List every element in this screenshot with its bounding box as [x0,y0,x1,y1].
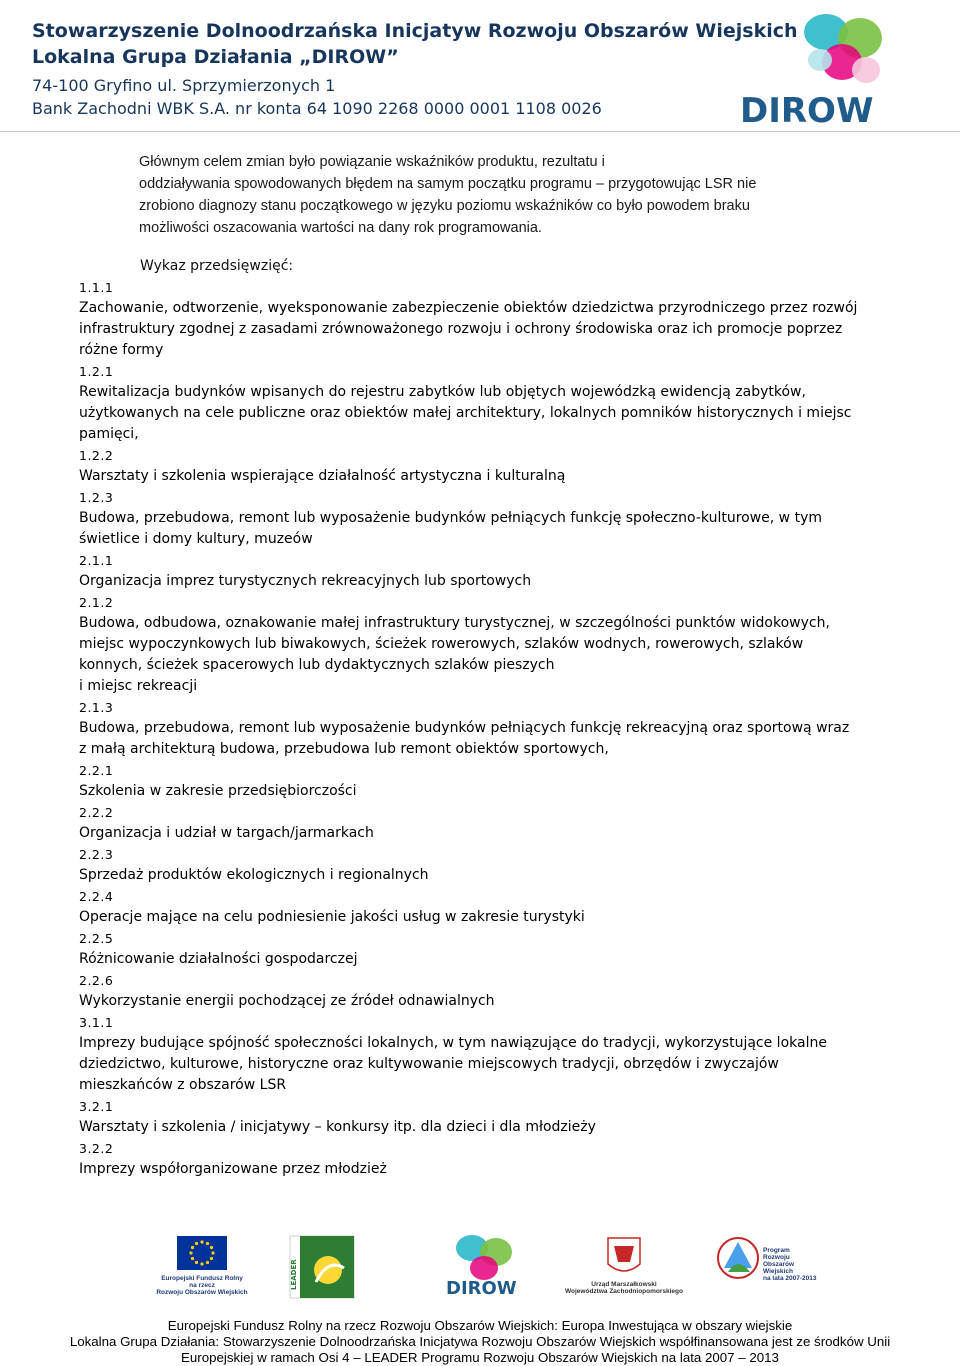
undertaking-item [79,928,859,970]
item-number: 1.2.1 [79,364,114,379]
undertaking-item [79,1096,859,1138]
eu-star-icon [200,1240,203,1243]
footer-line-3: Europejskiej w ramach Osi 4 – LEADER Programu Rozwoju Obszarów Wiejskich na lata 2007 – 2013 [181,1350,779,1365]
leader-logo [290,1236,354,1298]
undertaking-item [79,970,859,1012]
item-text: Warsztaty i szkolenia / inicjatywy – konkursy itp. dla dzieci i dla młodzieży [79,1119,596,1135]
eu-star-icon [210,1246,213,1249]
leader-label: LEADER [290,1259,298,1290]
eu-star-icon [211,1251,214,1254]
item-number: 1.2.3 [79,490,114,505]
undertakings-list [79,277,859,1180]
prow-logo [718,1238,817,1282]
undertaking-item [79,760,859,802]
undertaking-item [79,697,859,760]
item-text: Organizacja i udział w targach/jarmarkach [79,825,374,841]
item-number: 2.1.1 [79,553,114,568]
prow-label-2: Rozwoju [763,1254,790,1261]
item-text: Budowa, przebudowa, remont lub wyposażenie budynków pełniących funkcję rekreacyjną oraz sportową wraz z małą architekturą budowa, przebudowa lub remont obiektów sportowych, [79,720,850,757]
eu-flag-logo [156,1236,247,1296]
urzad-label-2: Województwa Zachodniopomorskiego [565,1288,683,1295]
item-number: 1.1.1 [79,280,114,295]
prow-label-4: Wiejskich [763,1268,793,1275]
lgd-name: Lokalna Grupa Działania „DIROW” [32,46,399,68]
item-number: 2.2.6 [79,973,114,988]
prow-label-5: na lata 2007-2013 [763,1275,817,1282]
urzad-label-1: Urząd Marszałkowski [591,1281,657,1288]
eu-star-icon [206,1261,209,1264]
footer-logos [0,1228,960,1318]
item-number: 3.2.2 [79,1141,114,1156]
item-text: Imprezy współorganizowane przez młodzież [79,1161,387,1177]
eu-label-3: Rozwoju Obszarów Wiejskich [156,1289,248,1296]
eu-star-icon [191,1257,194,1260]
dirow-footer-logo [446,1235,517,1299]
dirow-logo [738,4,888,129]
organization-name: Stowarzyszenie Dolnoodrzańska Inicjatyw Rozwoju Obszarów Wiejskich [32,20,798,42]
item-text: Imprezy budujące spójność społeczności lokalnych, w tym nawiązujące do tradycji, wykorzystujące lokalne dziedzictwo, kulturowe, historyczne oraz kultywowanie miejscowych tradycji, obrzędów i zwyczajów mieszkańców z obszarów LSR [79,1035,827,1093]
dirow-logo-text: DIROW [740,91,874,129]
undertaking-item [79,361,859,445]
eu-label-2: na rzecz [189,1282,215,1289]
intro-line: Głównym celem zmian było powiązanie wskaźników produktu, rezultatu i [139,154,605,170]
undertaking-item [79,592,859,697]
address: 74-100 Gryfino ul. Sprzymierzonych 1 [32,76,336,95]
eu-label-1: Europejski Fundusz Rolny [161,1275,243,1282]
item-text: Budowa, odbudowa, oznakowanie małej infrastruktury turystycznej, w szczególności punktów widokowych, miejsc wypoczynkowych lub biwakowych, ścieżek rowerowych, szlaków wodnych, rowerowych, szlaków konnych, ścieżek spacerowych lub dydaktycznych szlaków pieszych i miejsc rekreacji [79,615,830,694]
eu-star-icon [195,1261,198,1264]
item-number: 2.2.3 [79,847,114,862]
item-text: Szkolenia w zakresie przedsiębiorczości [79,783,357,799]
eu-star-icon [191,1246,194,1249]
undertaking-item [79,1012,859,1096]
prow-label-1: Program [763,1247,790,1254]
item-text: Rewitalizacja budynków wpisanych do rejestru zabytków lub objętych wojewódzką ewidencją zabytków, użytkowanych na cele publiczne oraz obiektów małej architektury, lokalnych pomników historycznych i miejsc pamięci, [79,384,852,442]
prow-label-3: Obszarów [763,1261,795,1268]
eu-star-icon [210,1257,213,1260]
footer-line-2: Lokalna Grupa Działania: Stowarzyszenie Dolnoodrzańska Inicjatywa Rozwoju Obszarów Wiejskich współfinansowana jest ze środków Unii [69,1334,891,1349]
item-number: 3.1.1 [79,1015,114,1030]
item-number: 2.1.3 [79,700,114,715]
list-heading: Wykaz przedsięwzięć: [140,258,294,274]
item-text: Zachowanie, odtworzenie, wyeksponowanie zabezpieczenie obiektów dziedzictwa przyrodniczego przez rozwój infrastruktury zgodnej z zasadami zrównoważonego rozwoju i ochrony środowiska oraz ich promocje poprzez różne formy [79,300,858,358]
undertaking-item [79,844,859,886]
footer-text [0,1318,960,1366]
intro-paragraph [139,151,839,239]
item-number: 2.2.4 [79,889,114,904]
dirow-footer-text: DIROW [446,1278,517,1299]
item-text: Organizacja imprez turystycznych rekreacyjnych lub sportowych [79,573,532,589]
eu-star-icon [200,1262,203,1265]
urzad-marszalkowski-logo [565,1238,683,1295]
undertaking-item [79,802,859,844]
intro-line: zrobiono diagnozy stanu początkowego w języku poziomu wskaźników co było powodem braku [139,198,750,214]
header-divider [0,131,960,132]
footer-line-1: Europejski Fundusz Rolny na rzecz Rozwoju Obszarów Wiejskich: Europa Inwestująca w obszary wiejskie [167,1318,793,1333]
item-text: Wykorzystanie energii pochodzącej ze źródeł odnawialnych [79,993,495,1009]
item-text: Budowa, przebudowa, remont lub wyposażenie budynków pełniących funkcję społeczno-kulturowe, w tym świetlice i domy kultury, muzeów [79,510,822,547]
item-text: Operacje mające na celu podniesienie jakości usług w zakresie turystyki [79,909,585,925]
item-number: 1.2.2 [79,448,114,463]
undertaking-item [79,487,859,550]
item-text: Warsztaty i szkolenia wspierające działalność artystyczna i kulturalną [79,468,566,484]
undertaking-item [79,550,859,592]
item-number: 2.2.1 [79,763,114,778]
undertaking-item [79,886,859,928]
undertaking-item [79,445,859,487]
eu-star-icon [195,1242,198,1245]
eu-star-icon [206,1242,209,1245]
bank-account: Bank Zachodni WBK S.A. nr konta 64 1090 2268 0000 0001 1108 0026 [32,99,602,118]
item-number: 2.2.2 [79,805,114,820]
undertaking-item [79,1138,859,1180]
item-text: Różnicowanie działalności gospodarczej [79,951,358,967]
letterhead [0,0,960,130]
item-number: 3.2.1 [79,1099,114,1114]
item-text: Sprzedaż produktów ekologicznych i regionalnych [79,867,429,883]
item-number: 2.1.2 [79,595,114,610]
intro-line: możliwości oszacowania wartości na dany rok programowania. [139,220,542,236]
undertaking-item [79,277,859,361]
intro-line: oddziaływania spowodowanych błędem na samym początku programu – przygotowując LSR nie [139,176,757,192]
clover-icon [804,14,882,83]
eu-star-icon [189,1251,192,1254]
item-number: 2.2.5 [79,931,114,946]
